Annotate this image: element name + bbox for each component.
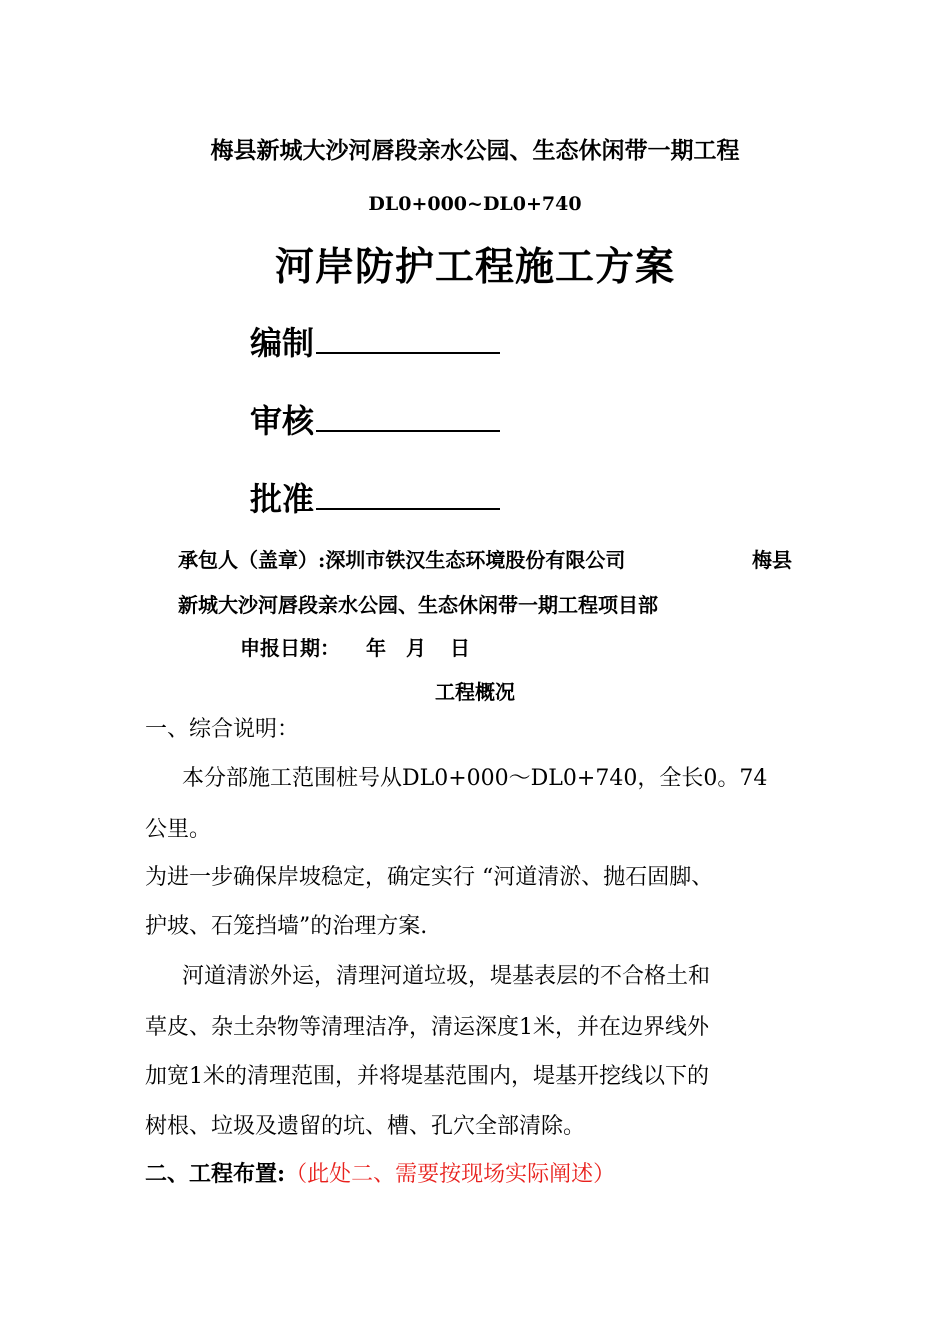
approve-signature-line	[316, 478, 500, 510]
contractor-line-1-right: 梅县	[752, 548, 792, 572]
compile-signature-line	[316, 322, 500, 354]
approve-label: 批准	[250, 480, 315, 518]
date-label: 申报日期：	[240, 636, 340, 660]
section-2-title: 二、工程布置:	[145, 1161, 286, 1187]
station-range: DL0+000~DL0+740	[368, 193, 582, 215]
date-month: 月	[406, 636, 426, 660]
section-2-note: （此处二、需要按现场实际阐述）	[285, 1162, 616, 1187]
section-1-title: 一、综合说明：	[145, 717, 300, 742]
paragraph-line: 护坡、石笼挡墙”的治理方案.	[145, 914, 428, 939]
paragraph-line: 加宽1米的清理范围，并将堤基范围内，堤基开挖线以下的	[145, 1064, 709, 1089]
overview-heading: 工程概况	[435, 680, 515, 704]
document-title: 河岸防护工程施工方案	[274, 244, 675, 290]
project-title: 梅县新城大沙河唇段亲水公园、生态休闲带一期工程	[210, 137, 740, 164]
review-label: 审核	[250, 402, 315, 440]
approve-signature-row	[250, 474, 500, 520]
paragraph-line: 为进一步确保岸坡稳定，确定实行 “河道清淤、抛石固脚、	[145, 865, 714, 890]
review-signature-line	[316, 400, 500, 432]
compile-signature-row	[250, 318, 500, 364]
submission-date	[240, 632, 470, 661]
review-signature-row	[250, 396, 500, 442]
date-year: 年	[366, 636, 386, 660]
section-2-heading	[145, 1157, 615, 1188]
paragraph-line: 树根、垃圾及遗留的坑、槽、孔穴全部清除。	[145, 1114, 586, 1139]
paragraph-line: 本分部施工范围桩号从DL0+000～DL0+740，全长0。74	[182, 766, 768, 791]
paragraph-line: 河道清淤外运，清理河道垃圾，堤基表层的不合格土和	[182, 964, 711, 989]
paragraph-line: 草皮、杂土杂物等清理洁净，清运深度1米，并在边界线外	[145, 1015, 709, 1040]
compile-label: 编制	[250, 324, 315, 362]
paragraph-line: 公里。	[145, 817, 212, 842]
date-day: 日	[450, 636, 470, 660]
contractor-line-1: 承包人（盖章）:深圳市铁汉生态环境股份有限公司	[178, 548, 626, 572]
contractor-line-2: 新城大沙河唇段亲水公园、生态休闲带一期工程项目部	[178, 593, 658, 617]
